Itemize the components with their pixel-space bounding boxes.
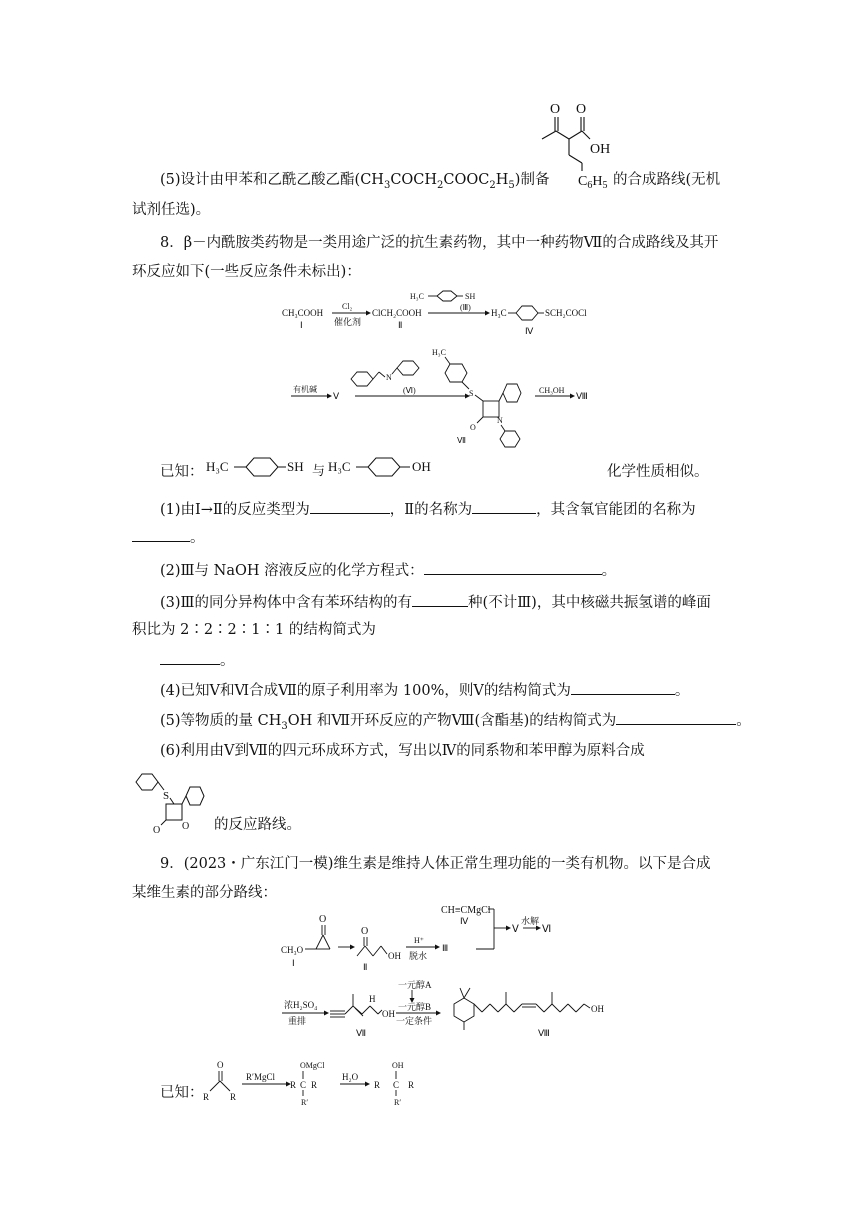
q9-scheme-row2: [280, 978, 650, 1040]
svg-text:N: N: [386, 373, 392, 382]
struct-o2: O: [576, 102, 587, 117]
svg-text:有机碱: 有机碱: [293, 385, 317, 394]
svg-text:催化剂: 催化剂: [334, 317, 362, 327]
svg-text:水解: 水解: [521, 916, 540, 926]
svg-text:脱水: 脱水: [409, 951, 428, 961]
svg-text:SCH₂COCl: SCH₂COCl: [545, 308, 587, 318]
svg-text:R: R: [203, 1092, 210, 1102]
svg-text:CH≡CMgCl: CH≡CMgCl: [441, 905, 491, 916]
svg-text:Cl₂: Cl₂: [342, 302, 353, 311]
svg-text:R′: R′: [394, 1098, 402, 1107]
q8-scheme-row1: [280, 290, 620, 340]
svg-text:SH: SH: [465, 292, 476, 301]
svg-text:Ⅱ: Ⅱ: [363, 962, 368, 972]
svg-text:H₃C: H₃C: [432, 348, 446, 357]
svg-text:O: O: [217, 1060, 224, 1070]
svg-text:OMgCl: OMgCl: [300, 1061, 325, 1070]
svg-text:R′MgCl: R′MgCl: [246, 1072, 275, 1082]
svg-text:CH₃COOH: CH₃COOH: [282, 308, 324, 318]
svg-text:OH: OH: [591, 1004, 604, 1014]
svg-text:R′: R′: [301, 1098, 309, 1107]
svg-text:C: C: [393, 1080, 400, 1090]
svg-text:O: O: [182, 821, 190, 832]
svg-text:CH₃O: CH₃O: [281, 945, 304, 955]
svg-text:H: H: [369, 994, 376, 1004]
svg-text:OH: OH: [382, 1009, 395, 1019]
svg-text:H₂O: H₂O: [342, 1072, 359, 1082]
svg-text:OH: OH: [392, 1061, 404, 1070]
svg-text:CH₃OH: CH₃OH: [539, 386, 565, 395]
svg-text:(Ⅲ): (Ⅲ): [460, 303, 471, 312]
svg-text:Ⅱ: Ⅱ: [398, 320, 403, 330]
q8-q6-target-structure: [126, 762, 216, 838]
svg-text:重排: 重排: [288, 1016, 307, 1026]
svg-text:H₃C: H₃C: [328, 459, 351, 474]
svg-text:一定条件: 一定条件: [396, 1016, 433, 1026]
svg-text:H₃C: H₃C: [410, 292, 424, 301]
svg-text:Ⅳ: Ⅳ: [460, 916, 469, 926]
svg-text:S: S: [469, 389, 474, 398]
struct-c6h5: $C_6H_5$: [578, 174, 608, 191]
svg-text:Ⅳ: Ⅳ: [525, 326, 534, 336]
svg-text:Ⅴ: Ⅴ: [512, 924, 519, 935]
svg-text:Ⅵ: Ⅵ: [542, 924, 552, 935]
q9-known-label: 已知：: [160, 1085, 204, 1101]
q8-known-tail: 化学性质相似。: [607, 464, 709, 480]
svg-text:Ⅴ: Ⅴ: [333, 391, 340, 401]
svg-text:浓H₂SO₄: 浓H₂SO₄: [284, 1000, 318, 1010]
svg-text:O: O: [361, 926, 369, 937]
q9-known-grignard-scheme: [200, 1055, 450, 1115]
svg-text:OH: OH: [412, 459, 431, 474]
svg-text:Ⅷ: Ⅷ: [538, 1028, 550, 1038]
svg-text:Ⅷ: Ⅷ: [576, 391, 588, 401]
svg-text:R: R: [311, 1080, 318, 1090]
svg-text:SH: SH: [287, 459, 304, 474]
svg-text:ClCH₂COOH: ClCH₂COOH: [372, 308, 422, 318]
svg-text:O: O: [153, 825, 161, 836]
svg-text:Ⅶ: Ⅶ: [457, 436, 466, 445]
svg-text:OH: OH: [388, 951, 401, 961]
svg-text:O: O: [470, 423, 476, 432]
svg-text:H₃C: H₃C: [491, 308, 507, 318]
svg-text:R: R: [290, 1080, 297, 1090]
svg-text:Ⅰ: Ⅰ: [292, 958, 295, 968]
struct-o1: O: [550, 102, 561, 117]
svg-text:Ⅲ: Ⅲ: [442, 943, 449, 953]
svg-text:H⁺: H⁺: [414, 936, 424, 945]
svg-text:R: R: [408, 1080, 415, 1090]
svg-text:(Ⅵ): (Ⅵ): [403, 386, 416, 395]
svg-text:N: N: [497, 416, 503, 425]
svg-text:Ⅶ: Ⅶ: [356, 1028, 367, 1038]
q8-known-label: 已知：: [160, 464, 204, 480]
svg-text:一元醇A: 一元醇A: [398, 980, 432, 990]
svg-text:R: R: [374, 1080, 381, 1090]
svg-text:Ⅰ: Ⅰ: [300, 320, 303, 330]
svg-text:一元醇B: 一元醇B: [398, 1002, 432, 1012]
q9-scheme-row1: [280, 900, 570, 978]
svg-text:C: C: [300, 1080, 307, 1090]
q8-scheme-row2: [285, 343, 615, 448]
q8-known-structures: [204, 452, 604, 482]
svg-text:R: R: [230, 1092, 237, 1102]
svg-text:S: S: [163, 790, 170, 802]
svg-text:H₃C: H₃C: [206, 459, 229, 474]
svg-text:与: 与: [312, 463, 326, 478]
struct-oh: OH: [590, 142, 611, 157]
svg-text:O: O: [319, 914, 327, 925]
